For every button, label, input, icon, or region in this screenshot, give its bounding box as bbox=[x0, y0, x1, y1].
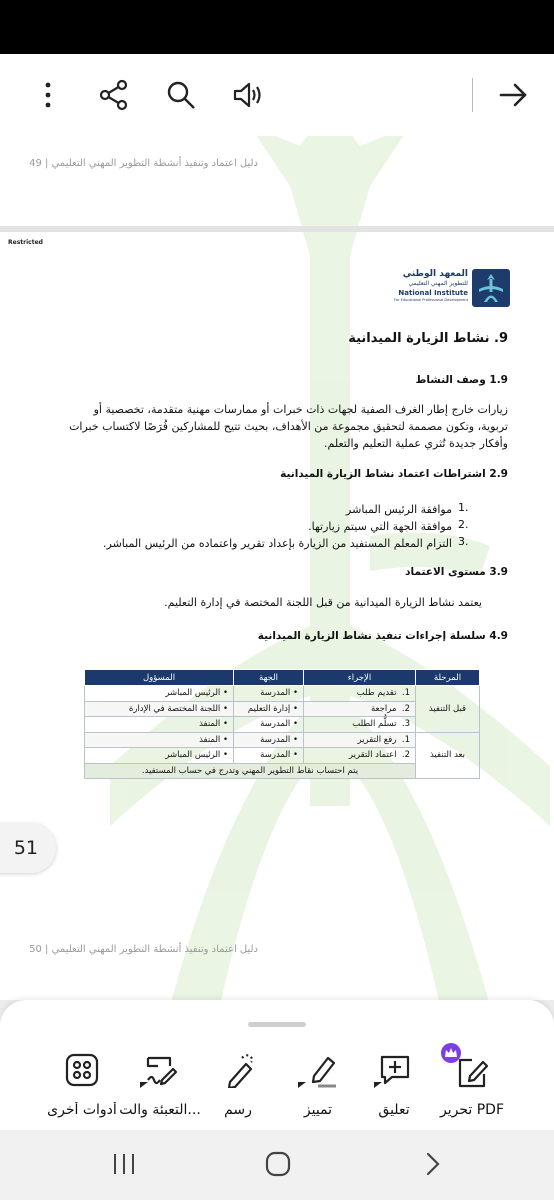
party-cell: • المدرسة bbox=[234, 748, 304, 764]
system-navigation-bar bbox=[0, 1130, 554, 1200]
tool-label: تحرير PDF bbox=[439, 1102, 504, 1118]
document-viewer[interactable] bbox=[0, 136, 554, 1000]
restricted-label: Restricted bbox=[8, 239, 43, 246]
logo-arabic-name: المعهد الوطني bbox=[402, 269, 468, 279]
s3-heading: 3.9 مستوى الاعتماد bbox=[405, 566, 508, 578]
header-owner: المسؤول bbox=[85, 670, 234, 686]
more-vertical-icon[interactable] bbox=[26, 73, 70, 117]
table-note: يتم احتساب نقاط التطوير المهني وتدرج في حساب المستفيد. bbox=[85, 763, 416, 779]
document-content bbox=[0, 136, 554, 1000]
draw-icon bbox=[218, 1052, 258, 1088]
party-cell: • المدرسة bbox=[234, 686, 304, 702]
owner-cell: • الرئيس المباشر bbox=[85, 748, 234, 764]
header-party: الجهة bbox=[234, 670, 304, 686]
highlight-icon bbox=[298, 1052, 338, 1088]
back-arrow-icon[interactable] bbox=[491, 73, 535, 117]
home-icon[interactable] bbox=[258, 1146, 298, 1182]
s2-item-3: التزام المعلم المستفيد من الزيارة بإعداد تقرير واعتماده من الرئيس المباشر. bbox=[103, 537, 452, 550]
header-phase: المرحلة bbox=[416, 670, 480, 686]
owner-cell: • المنفذ bbox=[85, 717, 234, 733]
procedures-table bbox=[84, 669, 480, 779]
tool-label: رسم bbox=[224, 1102, 252, 1118]
action-cell: 3. تسلُّم الطلب bbox=[304, 717, 416, 733]
page-footer-49: دليل اعتماد وتنفيذ أنشطة التطوير المهني التعليمي | 49 bbox=[29, 158, 258, 169]
top-toolbar bbox=[0, 54, 554, 136]
s2-item-1: موافقة الرئيس المباشر bbox=[346, 503, 452, 516]
party-cell: • المدرسة bbox=[234, 732, 304, 748]
party-cell: • المدرسة bbox=[234, 717, 304, 733]
tools-bottom-sheet bbox=[0, 1000, 554, 1130]
s2-item-3-num: 3. bbox=[458, 535, 469, 548]
institute-logo bbox=[394, 269, 510, 309]
table-row bbox=[85, 732, 480, 748]
status-bar bbox=[0, 0, 554, 54]
s2-item-2-num: 2. bbox=[458, 518, 469, 531]
s3-text: يعتمد نشاط الزيارة الميدانية من قبل اللجنة المختصة في إدارة التعليم. bbox=[164, 596, 482, 609]
tool-label: تمييز bbox=[303, 1102, 333, 1118]
s1-line-3: وأفكار جديدة تُثري عملية التعليم والتعلم. bbox=[324, 437, 508, 450]
tool-label: التعبئة والت... bbox=[119, 1102, 201, 1118]
table-header-row bbox=[85, 670, 480, 686]
owner-cell: • اللجنة المختصة في الإدارة bbox=[85, 701, 234, 717]
comment-icon bbox=[374, 1052, 414, 1088]
tool-label: تعليق bbox=[378, 1102, 410, 1118]
recent-apps-icon[interactable] bbox=[104, 1146, 144, 1182]
share-icon[interactable] bbox=[92, 73, 136, 117]
back-icon[interactable] bbox=[412, 1146, 452, 1182]
page-separator bbox=[0, 226, 554, 232]
section-title: 9. نشاط الزيارة الميدانية bbox=[348, 331, 508, 346]
s1-heading: 1.9 وصف النشاط bbox=[415, 374, 508, 386]
logo-english-name: National Institute bbox=[398, 289, 468, 297]
search-icon[interactable] bbox=[159, 73, 203, 117]
owner-cell: • الرئيس المباشر bbox=[85, 686, 234, 702]
s1-line-1: زيارات خارج إطار الغرف الصفية لجهات ذات خبرات أو ممارسات مهنية متقدمة، تخصصية أو bbox=[93, 403, 508, 416]
phase-after: بعد التنفيذ bbox=[416, 732, 480, 779]
sheet-drag-handle[interactable] bbox=[248, 1022, 306, 1027]
tool-label: أدوات أخرى bbox=[47, 1102, 117, 1118]
speaker-icon[interactable] bbox=[225, 73, 269, 117]
page-footer-50: دليل اعتماد وتنفيذ أنشطة التطوير المهني التعليمي | 50 bbox=[29, 944, 258, 955]
more-tools-icon bbox=[62, 1052, 102, 1088]
table-row bbox=[85, 686, 480, 702]
action-cell: 2. اعتماد التقرير bbox=[304, 748, 416, 764]
owner-cell: • المنفذ bbox=[85, 732, 234, 748]
tool-draw[interactable] bbox=[192, 1048, 284, 1128]
action-cell: 2. مراجعة bbox=[304, 701, 416, 717]
premium-crown-icon bbox=[440, 1042, 462, 1064]
logo-emblem-icon bbox=[472, 269, 510, 307]
tool-edit-pdf[interactable] bbox=[426, 1048, 518, 1128]
logo-english-subtitle: For Educational Professional Development bbox=[394, 298, 468, 302]
s1-line-2: تربوية، وتكون مصممة لتحقيق مجموعة من الأهداف، بحيث تتيح للمشاركين فُرَصًا لاكتساب خبرات bbox=[69, 420, 508, 433]
header-action: الإجراء bbox=[304, 670, 416, 686]
s4-heading: 4.9 سلسلة إجراءات تنفيذ نشاط الزيارة الميدانية bbox=[257, 630, 508, 642]
phase-before: قبل التنفيذ bbox=[416, 686, 480, 733]
s2-item-2: موافقة الجهة التي سيتم زيارتها. bbox=[308, 520, 452, 533]
s2-item-1-num: 1. bbox=[458, 501, 469, 514]
page-number-indicator[interactable]: 51 bbox=[0, 823, 56, 873]
action-cell: 1. رفع التقرير bbox=[304, 732, 416, 748]
action-cell: 1. تقديم طلب bbox=[304, 686, 416, 702]
fill-sign-icon bbox=[140, 1052, 180, 1088]
toolbar-divider bbox=[472, 78, 473, 112]
party-cell: • إدارة التعليم bbox=[234, 701, 304, 717]
s2-heading: 2.9 اشتراطات اعتماد نشاط الزيارة الميدانية bbox=[280, 468, 508, 480]
logo-arabic-subtitle: للتطوير المهني التعليمي bbox=[408, 280, 468, 287]
